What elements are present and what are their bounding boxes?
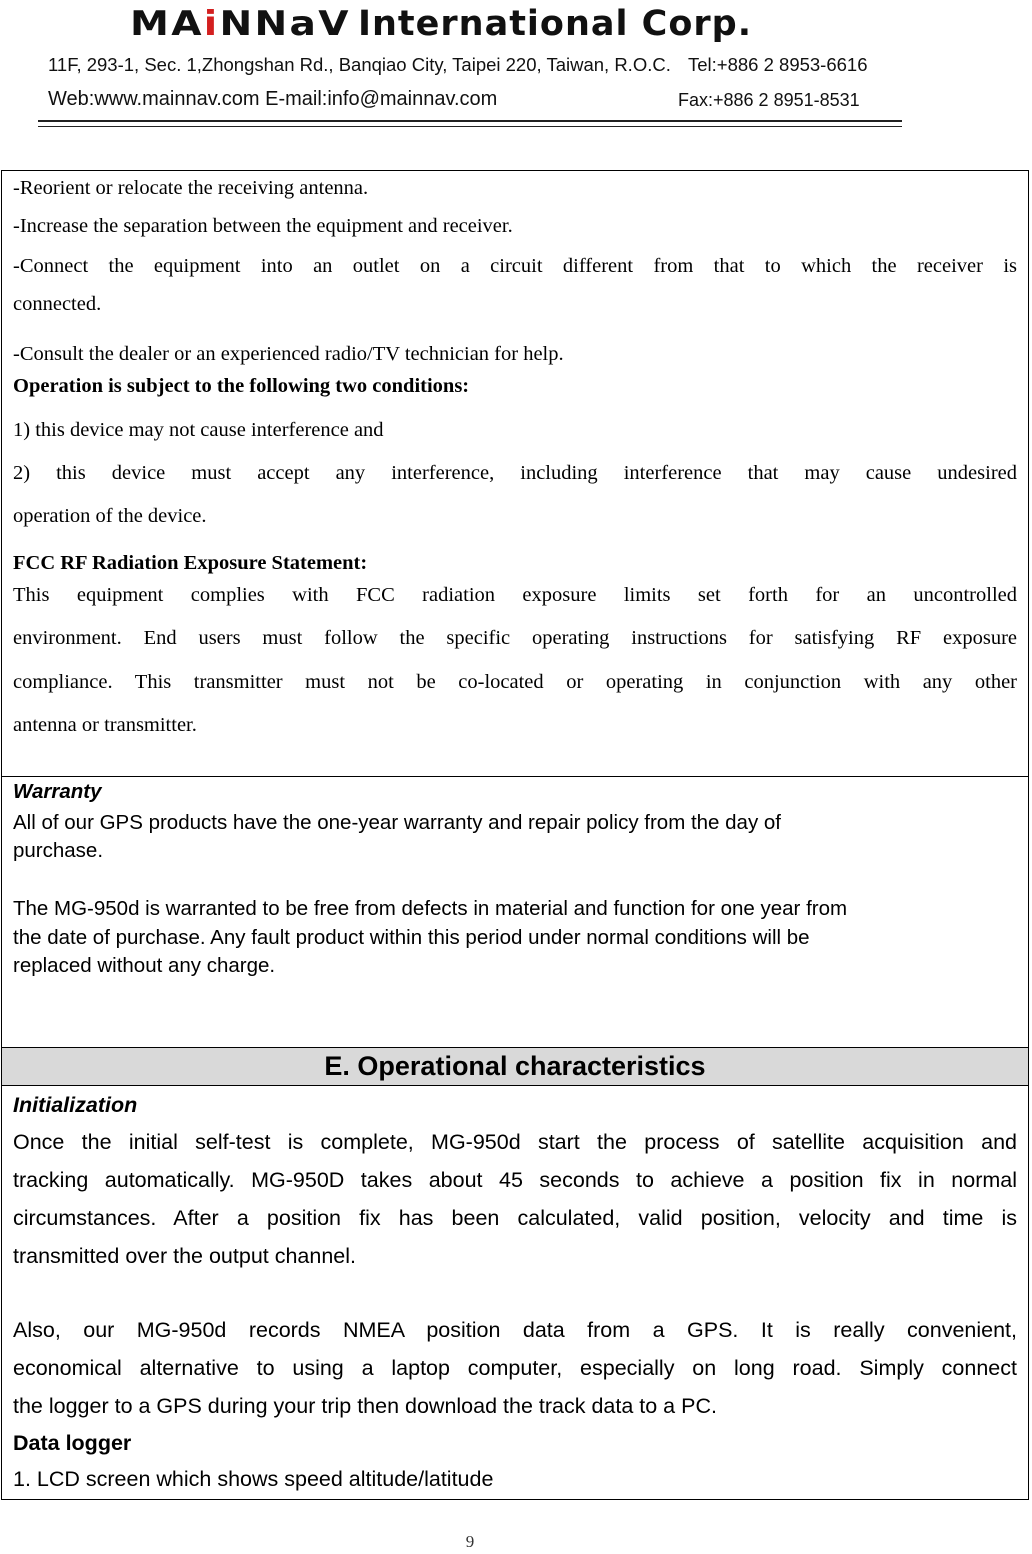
initialization-text: transmitted over the output channel.: [13, 1244, 357, 1268]
logger-intro-text: economical alternative to using a laptop computer, especially on long road. Simply connect: [13, 1356, 1017, 1380]
company-address: 11F, 293-1, Sec. 1,Zhongshan Rd., Banqiao City, Taipei 220, Taiwan, R.O.C.: [48, 54, 671, 75]
company-fax: Fax:+886 2 8951-8531: [678, 90, 860, 110]
company-web-email: Web:www.mainnav.com E-mail:info@mainnav.com: [48, 88, 498, 110]
initialization-text: Once the initial self-test is complete, MG-950d start the process of satellite acquisition and: [13, 1130, 1017, 1154]
letterhead: [0, 0, 1032, 140]
company-name: International Corp.: [357, 4, 753, 44]
page-number: 9: [465, 1532, 475, 1551]
rf-exposure-line: This equipment complies with FCC radiation exposure limits set forth for an uncontrolled: [13, 584, 1017, 606]
initialization-heading: Initialization: [13, 1093, 138, 1117]
address-row: [48, 54, 898, 76]
warranty-text: purchase.: [13, 839, 104, 862]
letterhead-title-row: [130, 2, 752, 46]
fcc-line: -Increase the separation between the equipment and receiver.: [13, 215, 513, 237]
mainnav-logo: MAiNNaV: [130, 4, 351, 44]
condition-item: 1) this device may not cause interference and: [13, 419, 384, 441]
fcc-line: -Connect the equipment into an outlet on a circuit different from that to which the receiver is: [13, 255, 1017, 277]
company-tel: Tel:+886 2 8953-6616: [688, 54, 868, 75]
initialization-text: tracking automatically. MG-950D takes about 45 seconds to achieve a position fix in normal: [13, 1168, 1017, 1192]
operational-characteristics-box: [1, 1047, 1029, 1500]
condition-item: operation of the device.: [13, 505, 207, 527]
warranty-text: The MG-950d is warranted to be free from defects in material and function for one year from: [13, 897, 848, 920]
logger-intro-text: the logger to a GPS during your trip then download the track data to a PC.: [13, 1394, 717, 1418]
fcc-line: connected.: [13, 293, 102, 315]
data-logger-item: 1. LCD screen which shows speed altitude/latitude: [13, 1467, 494, 1491]
warranty-text: replaced without any charge.: [13, 954, 276, 977]
condition-item: 2) this device must accept any interference, including interference that may cause undesired: [13, 462, 1017, 484]
warranty-text: All of our GPS products have the one-year warranty and repair policy from the day of: [13, 811, 781, 834]
warranty-text: the date of purchase. Any fault product within this period under normal conditions will be: [13, 926, 810, 949]
initialization-text: circumstances. After a position fix has been calculated, valid position, velocity and time is: [13, 1206, 1017, 1230]
rf-exposure-heading: FCC RF Radiation Exposure Statement:: [13, 552, 368, 574]
rf-exposure-line: antenna or transmitter.: [13, 714, 197, 736]
fcc-line: -Reorient or relocate the receiving antenna.: [13, 177, 369, 199]
warranty-heading: Warranty: [13, 780, 102, 803]
conditions-heading: Operation is subject to the following two conditions:: [13, 375, 470, 397]
letterhead-rule: [38, 120, 902, 122]
logger-intro-text: Also, our MG-950d records NMEA position data from a GPS. It is really convenient,: [13, 1318, 1017, 1342]
letterhead-rule-thin: [38, 126, 902, 127]
section-title: E. Operational characteristics: [2, 1048, 1028, 1086]
data-logger-heading: Data logger: [13, 1431, 132, 1455]
warranty-box: [1, 776, 1029, 1048]
fcc-line: -Consult the dealer or an experienced radio/TV technician for help.: [13, 343, 564, 365]
contact-row: [48, 88, 898, 111]
rf-exposure-line: compliance. This transmitter must not be co-located or operating in conjunction with any other: [13, 671, 1017, 693]
rf-exposure-line: environment. End users must follow the specific operating instructions for satisfying RF exposure: [13, 627, 1017, 649]
fcc-statement-box: [1, 170, 1029, 777]
